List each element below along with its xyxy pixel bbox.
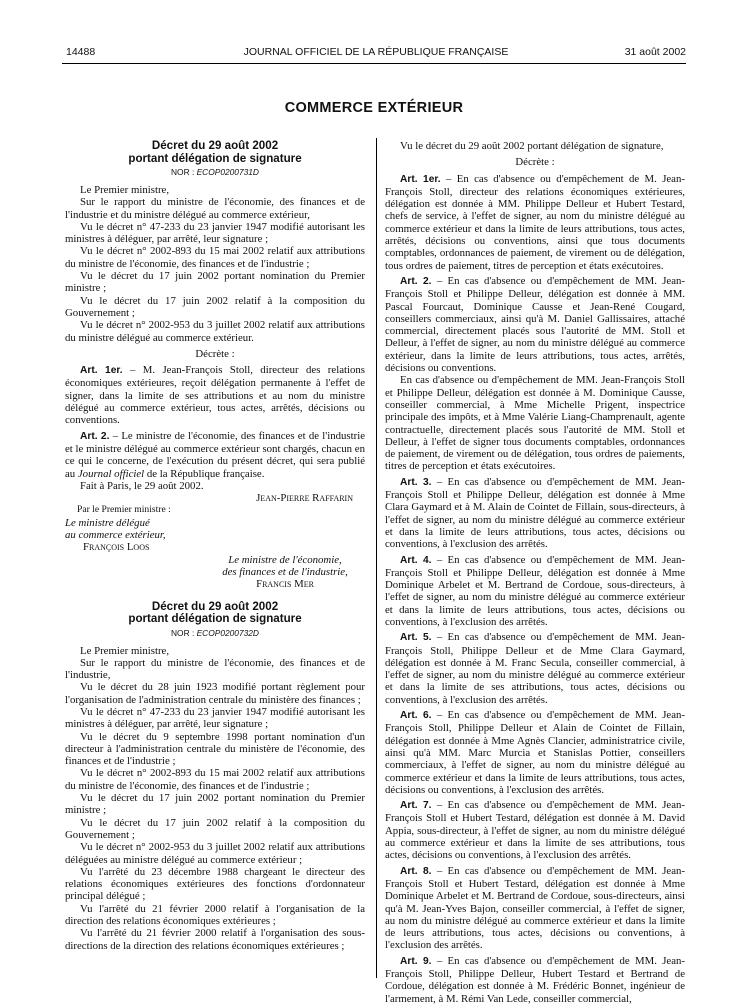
paragraph: Vu le décret du 9 septembre 1998 portant nomination d'un directeur à l'administration centrale du ministère de l'économie, des finances et de l'industrie ;	[65, 730, 365, 768]
par-le-premier-ministre: Par le Premier ministre :	[77, 504, 171, 516]
minister-eco-line1: Le ministre de l'économie,	[228, 553, 342, 566]
paragraph: Vu le décret du 28 juin 1923 modifié portant règlement pour l'organisation de l'administration centrale du ministère des finances ;	[65, 681, 365, 706]
journal-title: JOURNAL OFFICIEL DE LA RÉPUBLIQUE FRANÇAISE	[243, 46, 509, 58]
decrete-label: Décrète :	[515, 156, 555, 169]
section-title: COMMERCE EXTÉRIEUR	[284, 100, 464, 116]
header-rule	[62, 63, 686, 64]
decree2-title: Décret du 29 août 2002 portant délégation de signature	[128, 599, 302, 625]
article-6: Art. 6. – En cas d'absence ou d'empêchement de MM. Jean-François Stoll, Philippe Delleur et Alain de Cointet de Fillain, délégation est donnée à Mme Agnès Clancier, administratrice civile, ainsi qu'à MM. Marc Murcia et Stanislas Pottier, conseillers commerciaux, à l'effet de signer, au nom du ministre délégué au commerce extérieur et dans la limite de leurs attributions, tous actes, décisions ou conventions, à l'exclusion des arrêtés.	[385, 709, 685, 796]
minister-delegue-name: François Loos	[83, 541, 150, 554]
paragraph: Vu le décret n° 47-233 du 23 janvier 1947 modifié autorisant les ministres à déléguer, par arrêté, leur signature ;	[65, 705, 365, 731]
paragraph: Vu le décret du 17 juin 2002 relatif à la composition du Gouvernement ;	[65, 816, 365, 841]
article-4: Art. 4. – En cas d'absence ou d'empêchement de MM. Jean-François Stoll et Philippe Delleur, délégation est donnée à Mme Dominique Arbelet et M. Bertrand de Cordoue, sous-directeurs, à l'effet de signer, au nom du ministre délégué au commerce extérieur et dans la limite de leurs attributions, tous actes, décisions ou conventions, à l'exclusion des arrêtés.	[385, 553, 685, 628]
fait-line: Fait à Paris, le 29 août 2002.	[80, 479, 204, 492]
issue-date: 31 août 2002	[624, 46, 686, 58]
minister-eco-name: Francis Mer	[256, 578, 314, 591]
column-divider	[376, 138, 377, 978]
signer-name: Jean-Pierre Raffarin	[256, 492, 353, 505]
article-2: Art. 2. – Le ministre de l'économie, des finances et de l'industrie et le ministre délégué au commerce extérieur sont chargés, chacun en ce qui le concerne, de l'exécution du présent décret, qui sera publié au Journal officiel de la République française.	[65, 429, 366, 480]
paragraph: Vu l'arrêté du 23 décembre 1988 chargeant le directeur des relations économiques extérieures des fonctions d'ordonnateur principal délégué ;	[65, 865, 365, 903]
paragraph: Vu l'arrêté du 21 février 2000 relatif à l'organisation des sous-directions de la direction des relations économiques extérieures ;	[65, 927, 365, 952]
article-3: Art. 3. – En cas d'absence ou d'empêchement de MM. Jean-François Stoll et Philippe Delleur, délégation est donnée à Mme Clara Gaymard et à M. Alain de Cointet de Fillain, sous-directeurs, à l'effet de signer, au nom du ministre délégué au commerce extérieur et dans la limite de leurs attributions, tous actes, décisions ou conventions, à l'exclusion des arrêtés.	[385, 475, 685, 551]
article-1: Art. 1er. – En cas d'absence ou d'empêchement de M. Jean-François Stoll, directeur des relations économiques extérieures, délégation est donnée à MM. Philippe Delleur et Hubert Testard, chefs de service, à l'effet de signer, au nom du ministre délégué au commerce extérieur et dans la limite de leurs attributions, tous actes, arrêtés, décisions ou conventions, ainsi que tous documents comptables, ordonnances de paiement, de virement ou de délégation, tous ordres de paiement, titres de perception et états exécutoires.	[385, 172, 685, 272]
paragraph: Vu le décret du 17 juin 2002 portant nomination du Premier ministre ;	[65, 792, 365, 817]
article-5: Art. 5. – En cas d'absence ou d'empêchement de MM. Jean-François Stoll, Philippe Delleur et de Mme Clara Gaymard, délégation est donnée à M. Franc Secula, conseiller commercial, à l'effet de signer, au nom du ministre délégué au commerce extérieur et dans la limite de ses attributions, tous actes, décisions ou conventions, à l'exclusion des arrêtés.	[385, 631, 685, 706]
minister-eco-line2: des finances et de l'industrie,	[222, 565, 348, 578]
article-9: Art. 9. – En cas d'absence ou d'empêchement de MM. Jean-François Stoll, Philippe Delleur, Hubert Testard et Bertrand de Cordoue, délégation est donnée à M. Frédéric Bonnet, ingénieur de l'armement, à M. Rémi Van Lede, conseiller commercial,	[385, 954, 685, 1005]
minister-delegue-line1: Le ministre délégué	[65, 516, 150, 529]
paragraph: Vu l'arrêté du 21 février 2000 relatif à l'organisation de la direction des relations économiques extérieures ;	[65, 902, 365, 928]
article-1: Art. 1er. – M. Jean-François Stoll, directeur des relations économiques extérieures, reçoit délégation permanente à l'effet de signer, dans la limite de ses attributions et au nom du ministre délégué au commerce extérieur, tous actes, arrêtés, décisions ou conventions.	[65, 364, 365, 427]
paragraph: Sur le rapport du ministre de l'économie, des finances et de l'industrie,	[65, 656, 365, 682]
article-7: Art. 7. – En cas d'absence ou d'empêchement de MM. Jean-François Stoll et Hubert Testard, délégation est donnée à M. David Appia, sous-directeur, à l'effet de signer, au nom du ministre délégué au commerce extérieur et dans la limite de ses attributions, tous actes, décisions ou conventions, à l'exclusion des arrêtés.	[385, 799, 685, 862]
decree1-title: Décret du 29 août 2002 portant délégation de signature	[128, 139, 302, 165]
paragraph: Vu le décret n° 2002-893 du 15 mai 2002 relatif aux attributions du ministre de l'économie, des finances et de l'industrie ;	[65, 245, 365, 270]
paragraph: Vu le décret n° 2002-893 du 15 mai 2002 relatif aux attributions du ministre de l'économie, des finances et de l'industrie ;	[65, 767, 365, 792]
article-8: Art. 8. – En cas d'absence ou d'empêchement de MM. Jean-François Stoll et Hubert Testard, délégation est donnée à Mme Dominique Arbelet et M. Bertrand de Cordoue, sous-directeurs, ainsi qu'à M. Jean-Yves Bajon, conseiller commercial, à l'effet de signer, au nom du ministre délégué au commerce extérieur et dans la limite de leurs attributions, tous actes, décisions ou conventions, à l'exclusion des arrêtés.	[385, 864, 685, 952]
paragraph: Vu le décret n° 47-233 du 23 janvier 1947 modifié autorisant les ministres à déléguer, par arrêté, leur signature ;	[65, 220, 365, 246]
decree1-nor: NOR : ECOP0200731D	[171, 167, 259, 177]
paragraph: Sur le rapport du ministre de l'économie, des finances et de l'industrie et du ministre délégué au commerce extérieur,	[65, 196, 365, 221]
paragraph: Vu le décret du 17 juin 2002 relatif à la composition du Gouvernement ;	[65, 294, 365, 319]
paragraph: Vu le décret n° 2002-953 du 3 juillet 2002 relatif aux attributions du ministre délégué au commerce extérieur.	[65, 319, 365, 344]
page-number: 14488	[66, 46, 96, 58]
paragraph: Vu le décret du 29 août 2002 portant délégation de signature,	[400, 140, 664, 152]
paragraph: Vu le décret du 17 juin 2002 portant nomination du Premier ministre ;	[65, 270, 365, 295]
article-2-continued: En cas d'absence ou d'empêchement de MM. Jean-François Stoll et Philippe Delleur, délégation est donnée à M. Dominique Causse, conseiller commercial, à Mme Michelle Prigent, inspectrice principale des impôts, et à Mme Valérie Liang-Champrenault, agente contractuelle, directement placés sous l'autorité de MM. Stoll et Delleur, à l'effet de signer tous documents comptables, ordonnances de paiement, de virement ou de délégation, tous ordres de paiements, titres de perception et états exécutoires.	[385, 374, 685, 473]
article-2: Art. 2. – En cas d'absence ou d'empêchement de MM. Jean-François Stoll et Philippe Delleur, délégation est donnée à MM. Pascal Fourcaut, Dominique Causse et Jean-René Cougard, conseillers commerciaux, ainsi qu'à M. Daniel Gallissaires, attaché commercial, directement placés sous l'autorité de MM. Stoll et Delleur, à l'effet de signer, au nom du ministre délégué au commerce extérieur, dans la limite de leurs attributions, tous actes, arrêtés, décisions ou conventions.	[385, 274, 685, 375]
paragraph: Le Premier ministre,	[80, 644, 170, 657]
minister-delegue-line2: au commerce extérieur,	[65, 529, 166, 542]
decrete-label: Décrète :	[195, 347, 235, 360]
page-header	[66, 46, 686, 62]
paragraph: Le Premier ministre,	[80, 184, 170, 196]
decree2-nor: NOR : ECOP0200732D	[171, 627, 259, 638]
paragraph: Vu le décret n° 2002-953 du 3 juillet 2002 relatif aux attributions déléguées au ministre délégué au commerce extérieur ;	[65, 841, 365, 866]
left-column	[65, 140, 365, 952]
right-column	[385, 140, 685, 1005]
